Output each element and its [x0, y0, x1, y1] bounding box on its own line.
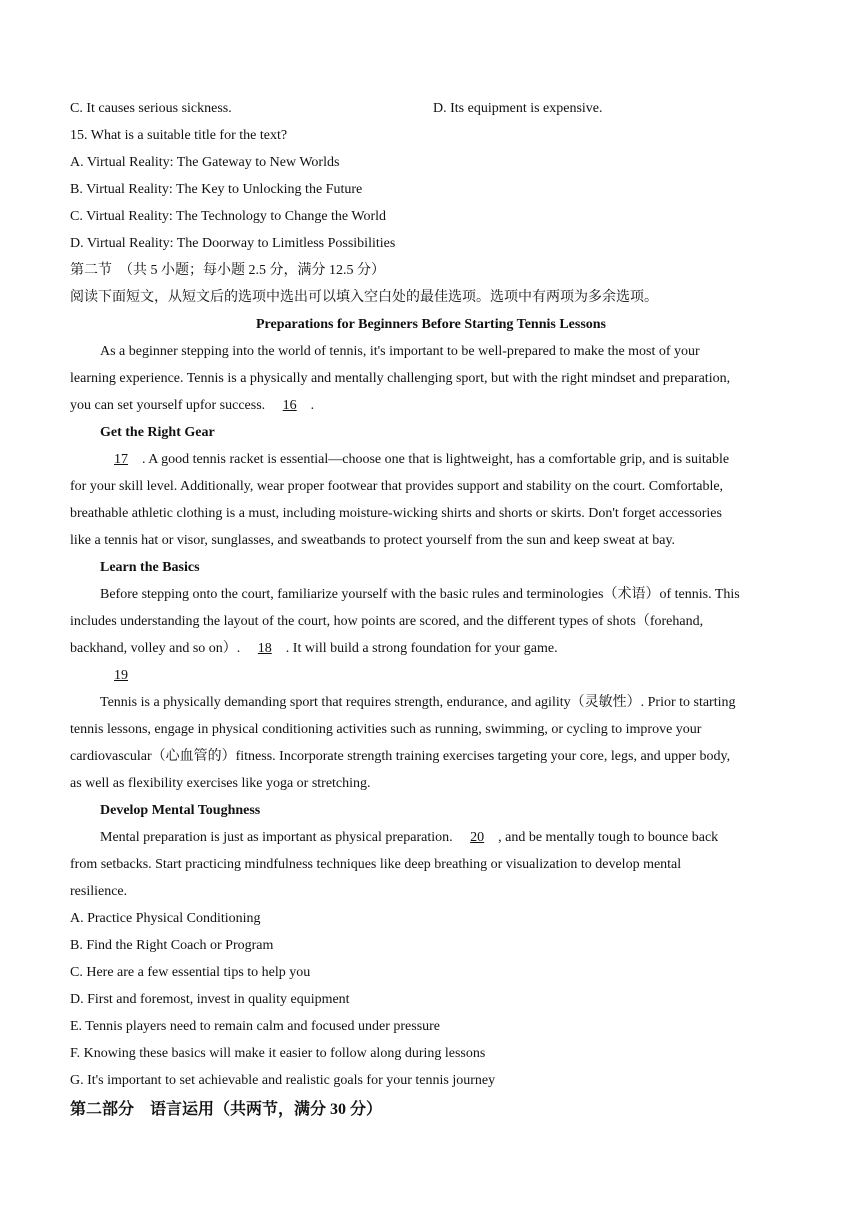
q15-question: 15. What is a suitable title for the text?: [70, 128, 288, 143]
passage-p2-line3: breathable athletic clothing is a must, including moisture-wicking shirts and shorts or skirts. Don't forget accessories: [70, 506, 722, 521]
blank-16: 16: [282, 398, 297, 413]
q15-option-d: D. Virtual Reality: The Doorway to Limitless Possibilities: [70, 236, 396, 251]
passage-p5-line1-text: Mental preparation is just as important as physical preparation.: [100, 830, 457, 845]
passage-p1-line3: [70, 392, 792, 419]
q14-option-c: C. It causes serious sickness.: [70, 101, 232, 116]
passage-p2-line2: for your skill level. Additionally, wear proper footwear that provides support and stability on the court. Comfortable,: [70, 479, 724, 494]
passage-p3-line3-text: backhand, volley and so on）.: [70, 641, 244, 656]
passage-p3-line3: [70, 635, 792, 662]
passage-p1-line1: As a beginner stepping into the world of tennis, it's important to be well-prepared to make the most of your: [100, 344, 700, 359]
q15-option-a: A. Virtual Reality: The Gateway to New Worlds: [70, 155, 340, 170]
heading-learn-basics: Learn the Basics: [100, 560, 200, 575]
passage-p1-line3-end: .: [310, 398, 315, 413]
q15-option-c: C. Virtual Reality: The Technology to Change the World: [70, 209, 387, 224]
q15-option-b: B. Virtual Reality: The Key to Unlocking the Future: [70, 182, 363, 197]
passage-p4-line2: tennis lessons, engage in physical conditioning activities such as running, swimming, or cycling to improve your: [70, 722, 702, 737]
passage-p4-line4: as well as flexibility exercises like yoga or stretching.: [70, 776, 371, 791]
passage-title: Preparations for Beginners Before Starting Tennis Lessons: [255, 317, 607, 332]
q14-option-d: D. Its equipment is expensive.: [433, 101, 603, 116]
blank-19: 19: [114, 668, 128, 683]
heading-mental-toughness: Develop Mental Toughness: [100, 803, 261, 818]
q14-options-row: [70, 95, 792, 122]
heading-blank-19-row: [70, 662, 792, 689]
passage-p5-line1: [70, 824, 792, 851]
section2-instruction: 阅读下面短文，从短文后的选项中选出可以填入空白处的最佳选项。选项中有两项为多余选项。: [70, 290, 658, 305]
passage-p5-line3: resilience.: [70, 884, 128, 899]
passage-p4-line3: cardiovascular（心血管的）fitness. Incorporate strength training exercises targeting your core, legs, and upper body,: [70, 749, 731, 764]
passage-p1-line2: learning experience. Tennis is a physically and mentally challenging sport, but with the right mindset and preparation,: [70, 371, 731, 386]
passage-p2-line1-text: . A good tennis racket is essential—choose one that is lightweight, has a comfortable grip, and is suitable: [142, 452, 730, 467]
passage-p5-line2: from setbacks. Start practicing mindfulness techniques like deep breathing or visualization to develop mental: [70, 857, 682, 872]
heading-get-gear: Get the Right Gear: [100, 425, 215, 440]
choice-f: F. Knowing these basics will make it easier to follow along during lessons: [70, 1046, 486, 1061]
choice-g: G. It's important to set achievable and realistic goals for your tennis journey: [70, 1073, 496, 1088]
passage-p3-line3-end: . It will build a strong foundation for your game.: [285, 641, 558, 656]
passage-p4-line1: Tennis is a physically demanding sport that requires strength, endurance, and agility（灵敏性）. Prior to starting: [100, 695, 736, 710]
section2-heading: 第二节 （共 5 小题；每小题 2.5 分，满分 12.5 分）: [70, 263, 385, 278]
choice-c: C. Here are a few essential tips to help you: [70, 965, 311, 980]
blank-17: 17: [114, 452, 128, 467]
choice-d: D. First and foremost, invest in quality equipment: [70, 992, 350, 1007]
passage-p2-line4: like a tennis hat or visor, sunglasses, and sweatbands to protect yourself from the sun and keep sweat at bay.: [70, 533, 676, 548]
choice-e: E. Tennis players need to remain calm and focused under pressure: [70, 1019, 441, 1034]
blank-18: 18: [257, 641, 272, 656]
passage-p3-line2: includes understanding the layout of the court, how points are scored, and the different types of shots（forehand,: [70, 614, 704, 629]
passage-p2-line1: [70, 446, 792, 473]
blank-20: 20: [470, 830, 485, 845]
choice-b: B. Find the Right Coach or Program: [70, 938, 274, 953]
part2-heading: 第二部分 语言运用（共两节，满分 30 分）: [70, 1101, 383, 1118]
passage-p3-line1: Before stepping onto the court, familiarize yourself with the basic rules and terminologies（术语）of tennis. This: [100, 587, 740, 602]
passage-p1-line3-text: you can set yourself upfor success.: [70, 398, 269, 413]
exam-page: [70, 95, 792, 1126]
choice-a: A. Practice Physical Conditioning: [70, 911, 261, 926]
passage-p5-line1-end: , and be mentally tough to bounce back: [498, 830, 719, 845]
